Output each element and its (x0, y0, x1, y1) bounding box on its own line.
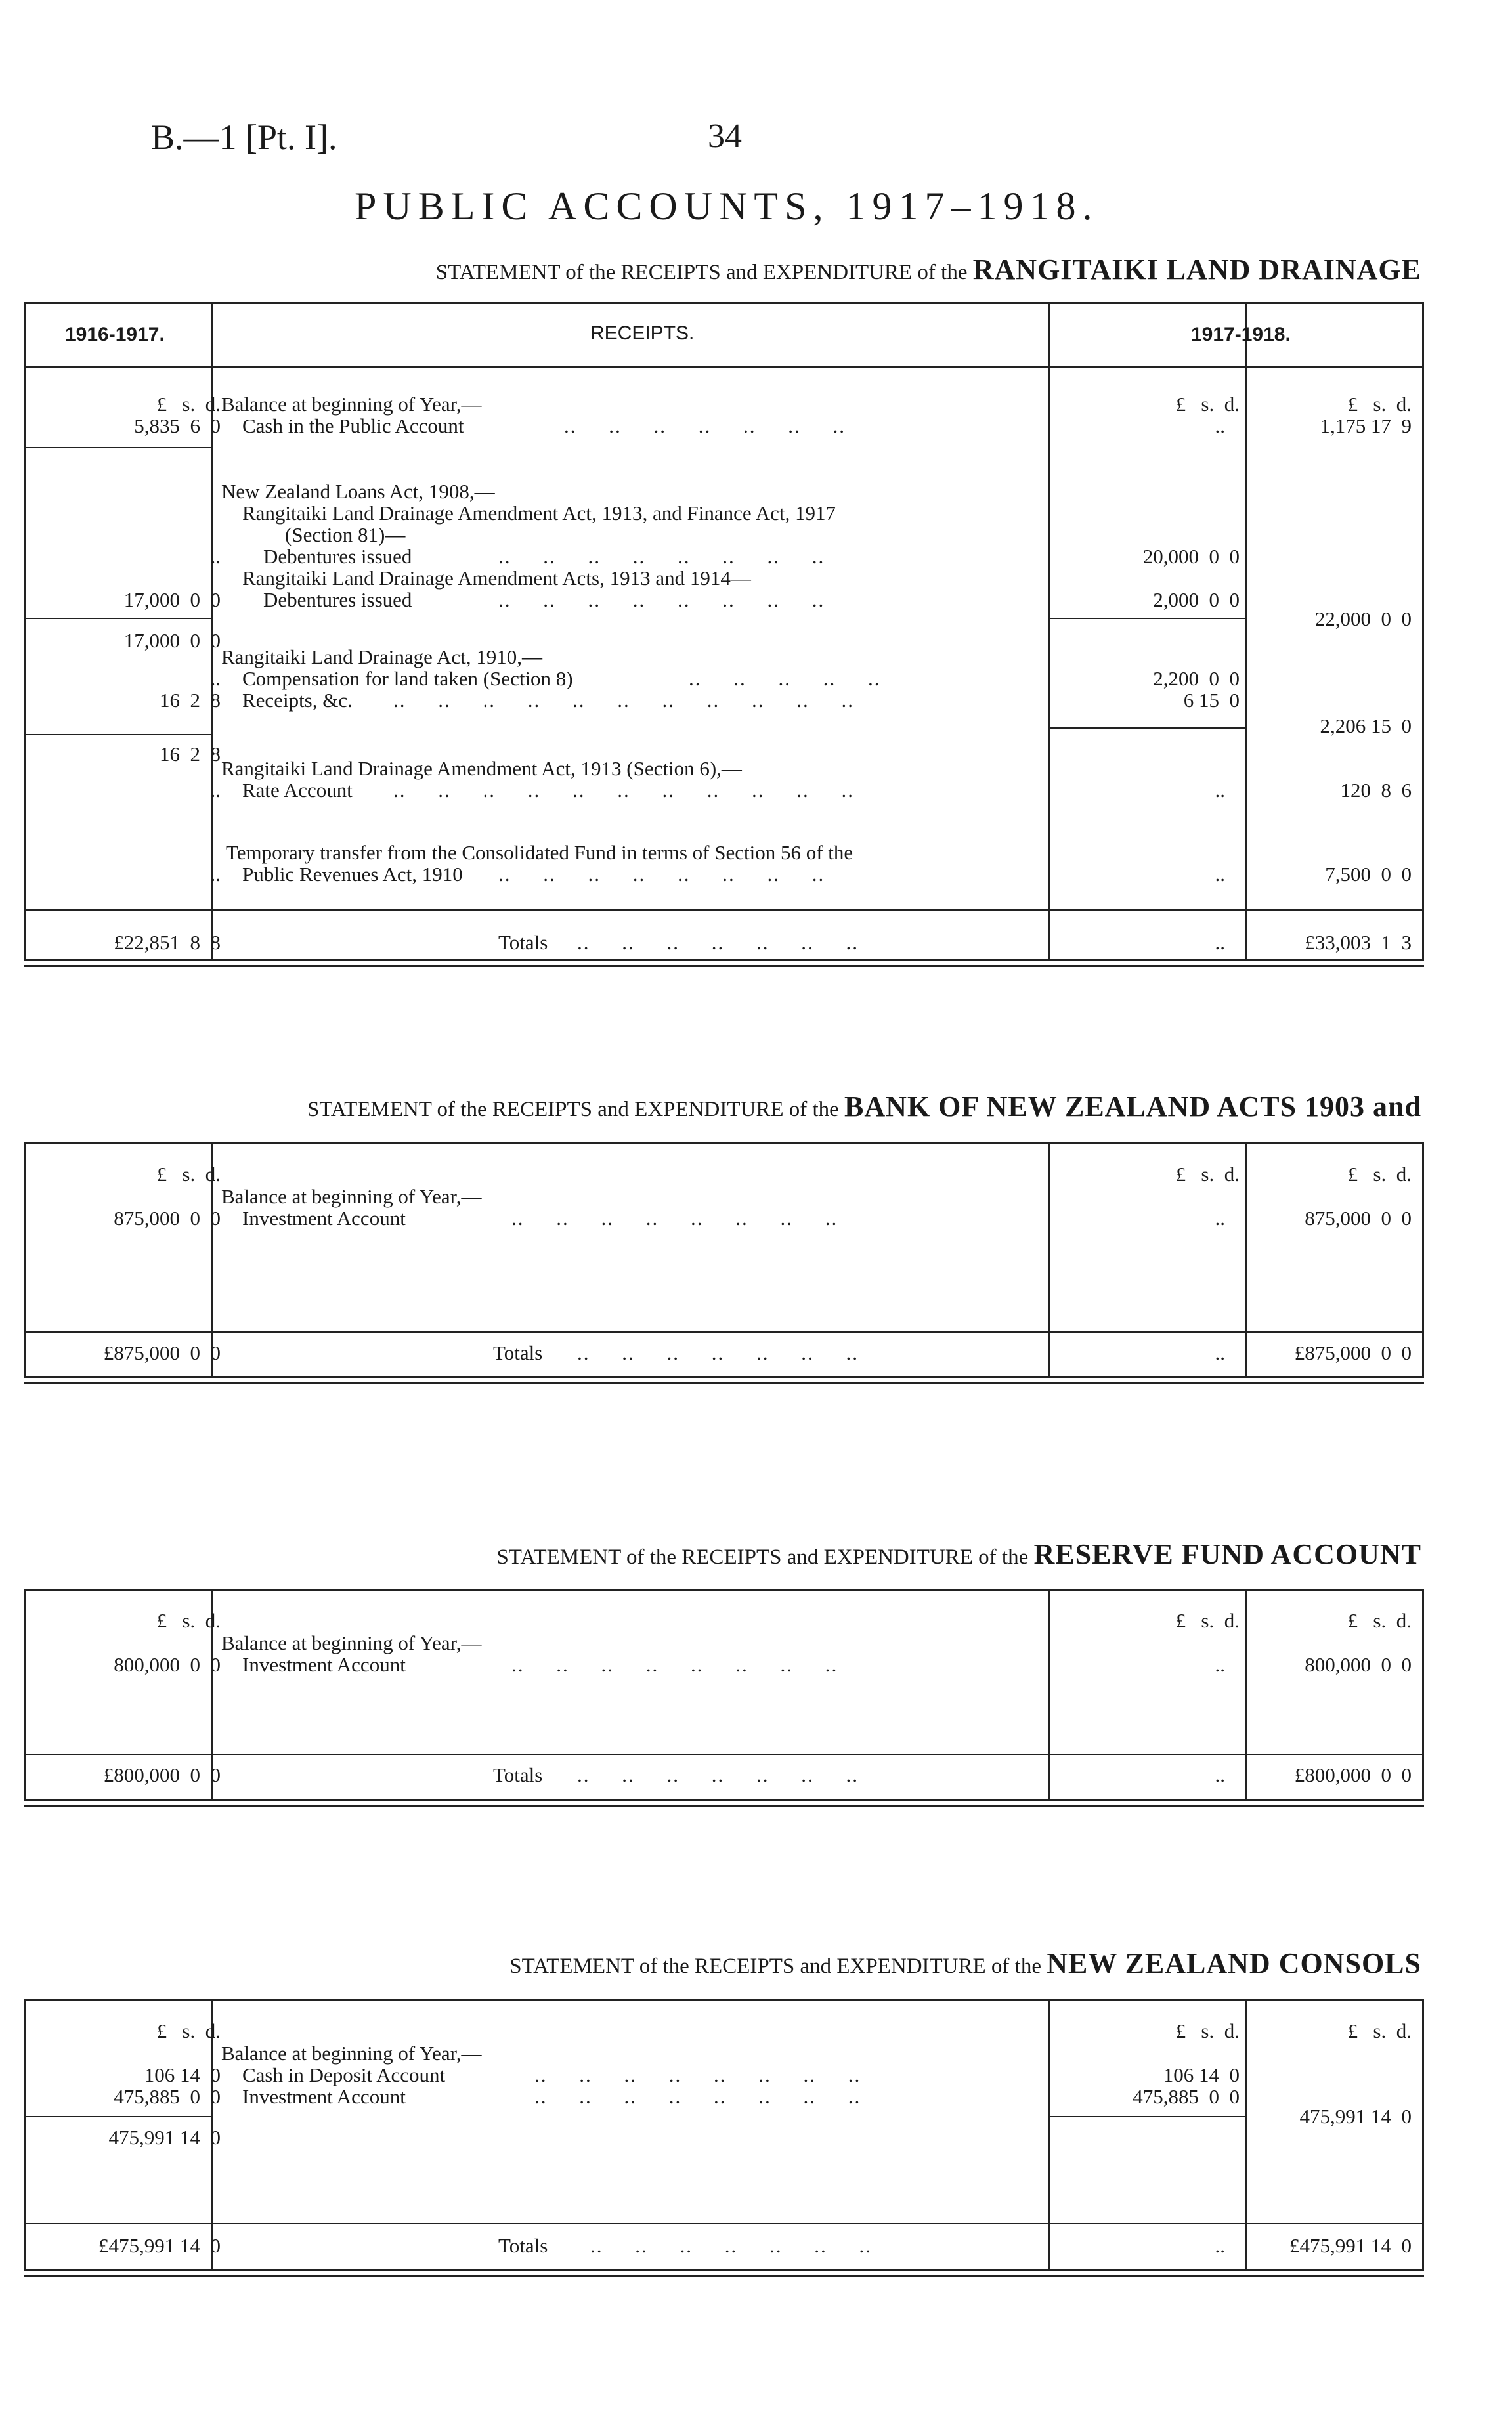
leader-dots: .. .. .. .. .. .. .. .. (534, 2063, 861, 2086)
statement-title-bnz (307, 1090, 1421, 1123)
row-label: Rangitaiki Land Drainage Amendment Act, 1913, and Finance Act, 1917 (242, 502, 836, 525)
cur-total: £800,000 0 0 (1294, 1763, 1412, 1786)
col-header-prev-year: 1916-1917. (65, 324, 165, 345)
statement-title-reserve (496, 1538, 1421, 1571)
mid-amount: .. (1215, 863, 1225, 886)
leader-dots: .. .. .. .. .. .. .. .. (498, 588, 825, 611)
row-label: New Zealand Loans Act, 1908,— (221, 480, 495, 503)
leader-dots: .. .. .. .. .. .. .. (564, 414, 846, 437)
row-label: Temporary transfer from the Consolidated Fund in terms of Section 56 of the (226, 841, 853, 864)
statement-title-prefix: STATEMENT of the RECEIPTS and EXPENDITURE of the (307, 1098, 839, 1121)
prev-amount: .. (210, 779, 221, 802)
row-label: Rangitaiki Land Drainage Amendment Acts, 1913 and 1914— (242, 567, 751, 590)
statement-table-reserve (24, 1589, 1424, 1801)
prev-amount: 475,885 0 0 (114, 2085, 221, 2108)
prev-amount: .. (210, 545, 221, 568)
row-label: Balance at beginning of Year,— (221, 1631, 482, 1654)
cur-amount: 875,000 0 0 (1305, 1207, 1412, 1230)
currency-header-mid: £ s. d. (1175, 1609, 1240, 1632)
mid-amount: 20,000 0 0 (1142, 545, 1240, 568)
mid-amount: 2,200 0 0 (1153, 667, 1240, 690)
prev-amount: 106 14 0 (144, 2063, 221, 2086)
mid-amount: 475,885 0 0 (1133, 2085, 1240, 2108)
mid-amount: .. (1215, 931, 1225, 954)
currency-header-cur: £ s. d. (1347, 1163, 1412, 1186)
mid-amount: .. (1215, 1653, 1225, 1676)
row-label: Debentures issued (263, 588, 412, 611)
prev-amount: 875,000 0 0 (114, 1207, 221, 1230)
statement-title-prefix: STATEMENT of the RECEIPTS and EXPENDITURE of the (435, 261, 968, 284)
totals-label: Totals (498, 2234, 548, 2257)
currency-header-cur: £ s. d. (1347, 1609, 1412, 1632)
row-label: Rangitaiki Land Drainage Amendment Act, 1913 (Section 6),— (221, 757, 742, 780)
row-label: Balance at beginning of Year,— (221, 2042, 482, 2065)
leader-dots: .. .. .. .. .. .. .. (577, 1763, 859, 1786)
mid-amount: 6 15 0 (1183, 689, 1240, 712)
mid-amount: .. (1215, 2234, 1225, 2257)
col-header-cur-year: 1917-1918. (1191, 324, 1291, 345)
cur-total: £875,000 0 0 (1294, 1341, 1412, 1364)
currency-header-mid: £ s. d. (1175, 2019, 1240, 2042)
currency-header-prev: £ s. d. (156, 2019, 221, 2042)
row-label: Cash in the Public Account (242, 414, 464, 437)
leader-dots: .. .. .. .. .. .. .. .. .. .. .. (393, 689, 854, 712)
prev-amount: 16 2 8 (160, 743, 221, 765)
cur-total: £33,003 1 3 (1305, 931, 1412, 954)
prev-amount: 475,991 14 0 (108, 2126, 221, 2149)
currency-header-prev: £ s. d. (156, 393, 221, 416)
totals-label: Totals (493, 1763, 543, 1786)
mid-amount: .. (1215, 1341, 1225, 1364)
row-label: Public Revenues Act, 1910 (242, 863, 463, 886)
leader-dots: .. .. .. .. .. .. .. .. .. .. .. (393, 779, 854, 802)
row-label: Investment Account (242, 2085, 406, 2108)
leader-dots: .. .. .. .. .. .. .. .. (498, 545, 825, 568)
prev-amount: 16 2 8 (160, 689, 221, 712)
col-header-receipts: RECEIPTS. (590, 322, 695, 344)
currency-header-cur: £ s. d. (1347, 393, 1412, 416)
page-number: 34 (708, 118, 742, 155)
cur-amount: 120 8 6 (1340, 779, 1412, 802)
prev-amount: 17,000 0 0 (123, 629, 221, 652)
statement-title-prefix: STATEMENT of the RECEIPTS and EXPENDITURE of the (496, 1545, 1029, 1569)
row-label: Investment Account (242, 1207, 406, 1230)
statement-table-bnz (24, 1142, 1424, 1377)
totals-label: Totals (498, 931, 548, 954)
mid-amount: .. (1215, 1207, 1225, 1230)
cur-amount: 475,991 14 0 (1299, 2105, 1412, 2128)
prev-amount: 5,835 6 0 (134, 414, 221, 437)
mid-amount: 2,000 0 0 (1153, 588, 1240, 611)
leader-dots: .. .. .. .. .. .. .. .. (511, 1653, 838, 1676)
prev-total: £22,851 8 8 (114, 931, 221, 954)
currency-header-mid: £ s. d. (1175, 393, 1240, 416)
leader-dots: .. .. .. .. .. .. .. .. (534, 2085, 861, 2108)
mid-amount: .. (1215, 414, 1225, 437)
currency-header-cur: £ s. d. (1347, 2019, 1412, 2042)
leader-dots: .. .. .. .. .. .. .. (577, 1341, 859, 1364)
prev-amount: .. (210, 863, 221, 886)
cur-amount: 22,000 0 0 (1314, 607, 1412, 630)
cur-amount: 800,000 0 0 (1305, 1653, 1412, 1676)
row-label: Cash in Deposit Account (242, 2063, 446, 2086)
prev-total: £875,000 0 0 (103, 1341, 221, 1364)
row-label: Compensation for land taken (Section 8) (242, 667, 573, 690)
cur-amount: 1,175 17 9 (1320, 414, 1412, 437)
cur-amount: 2,206 15 0 (1320, 714, 1412, 737)
currency-header-prev: £ s. d. (156, 1163, 221, 1186)
statement-title-consols (509, 1947, 1421, 1980)
row-label: Balance at beginning of Year,— (221, 393, 482, 416)
currency-header-mid: £ s. d. (1175, 1163, 1240, 1186)
statement-title-name: BANK OF NEW ZEALAND ACTS 1903 and (844, 1090, 1421, 1123)
mid-amount: .. (1215, 779, 1225, 802)
mid-amount: .. (1215, 1763, 1225, 1786)
prev-amount: 800,000 0 0 (114, 1653, 221, 1676)
row-label: Receipts, &c. (242, 689, 353, 712)
totals-label: Totals (493, 1341, 543, 1364)
prev-total: £800,000 0 0 (103, 1763, 221, 1786)
statement-table-rangitaiki (24, 302, 1424, 960)
row-label: (Section 81)— (285, 523, 406, 546)
cur-amount: 7,500 0 0 (1325, 863, 1412, 886)
cur-total: £475,991 14 0 (1289, 2234, 1412, 2257)
statement-title-name: RESERVE FUND ACCOUNT (1033, 1538, 1421, 1570)
leader-dots: .. .. .. .. .. .. .. .. (511, 1207, 838, 1230)
leader-dots: .. .. .. .. .. .. .. (590, 2234, 872, 2257)
prev-amount: 17,000 0 0 (123, 588, 221, 611)
row-label: Debentures issued (263, 545, 412, 568)
statement-title-name: NEW ZEALAND CONSOLS (1047, 1947, 1421, 1979)
currency-header-prev: £ s. d. (156, 1609, 221, 1632)
statement-table-consols (24, 1999, 1424, 2270)
leader-dots: .. .. .. .. .. .. .. (577, 931, 859, 954)
leader-dots: .. .. .. .. .. (689, 667, 881, 690)
statement-title-prefix: STATEMENT of the RECEIPTS and EXPENDITURE of the (509, 1954, 1041, 1978)
document-reference: B.—1 [Pt. I]. (151, 118, 337, 157)
mid-amount: 106 14 0 (1163, 2063, 1240, 2086)
prev-total: £475,991 14 0 (98, 2234, 221, 2257)
row-label: Investment Account (242, 1653, 406, 1676)
leader-dots: .. .. .. .. .. .. .. .. (498, 863, 825, 886)
statement-title-name: RANGITAIKI LAND DRAINAGE (972, 253, 1421, 286)
page-title: PUBLIC ACCOUNTS, 1917–1918. (355, 184, 1099, 228)
row-label: Rangitaiki Land Drainage Act, 1910,— (221, 645, 542, 668)
row-label: Balance at beginning of Year,— (221, 1185, 482, 1208)
statement-title-rangitaiki (436, 253, 1421, 286)
prev-amount: .. (210, 667, 221, 690)
row-label: Rate Account (242, 779, 353, 802)
